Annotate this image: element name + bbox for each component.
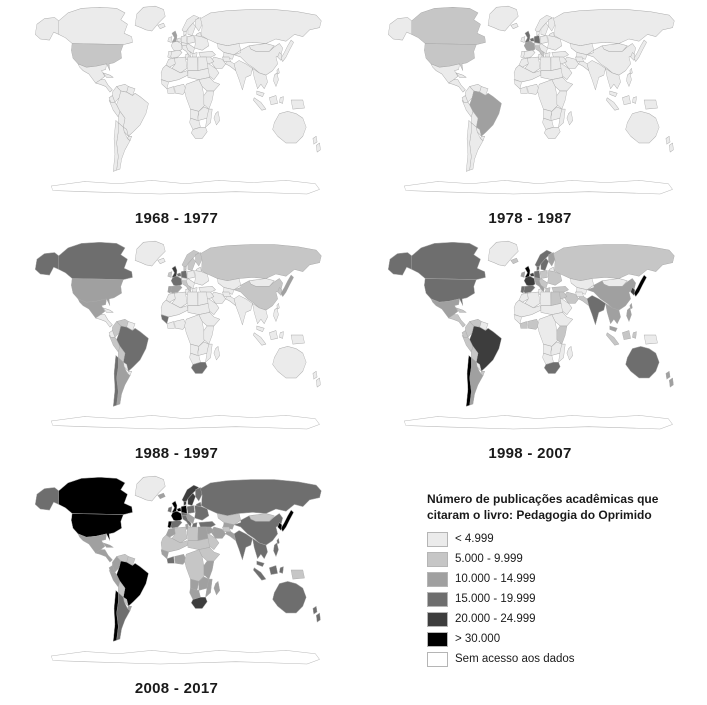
- region-png: [291, 100, 304, 109]
- region-new_zealand: [312, 136, 320, 152]
- map-panel-2008-2017: [0, 470, 353, 705]
- map-panel-1988-1997: [0, 235, 353, 470]
- region-ireland: [521, 272, 525, 278]
- legend-swatch: [427, 552, 448, 567]
- region-russia: [553, 10, 674, 46]
- region-poland: [540, 36, 548, 44]
- region-kazakhstan: [570, 43, 593, 54]
- region-france: [171, 276, 182, 286]
- region-taiwan: [276, 538, 279, 544]
- region-iceland: [511, 23, 519, 29]
- legend-item: [427, 649, 707, 669]
- region-canada: [58, 7, 132, 44]
- region-japan: [281, 40, 294, 61]
- legend-swatch: [427, 652, 448, 667]
- region-new_zealand: [312, 371, 320, 387]
- region-ghana: [520, 321, 528, 328]
- region-philippines: [273, 543, 278, 557]
- region-malaysia: [256, 91, 264, 97]
- region-nigeria: [174, 84, 186, 94]
- region-new_zealand: [666, 136, 674, 152]
- region-australia: [626, 111, 660, 143]
- region-benelux: [177, 38, 181, 41]
- legend-swatch: [427, 612, 448, 627]
- region-central_america: [95, 550, 112, 562]
- legend-item: [427, 529, 707, 549]
- region-kenya_tz: [203, 561, 213, 579]
- region-russia: [553, 245, 674, 281]
- map-panel-1978-1987: [353, 0, 707, 235]
- legend-item: [427, 589, 707, 609]
- region-benelux: [177, 273, 181, 276]
- period-label: 1998 - 2007: [488, 445, 572, 462]
- region-france: [171, 511, 182, 521]
- region-ireland: [167, 272, 171, 278]
- region-antarctica: [404, 180, 672, 194]
- region-malaysia: [610, 326, 618, 332]
- region-france: [524, 276, 535, 286]
- region-taiwan: [630, 303, 633, 309]
- world-map-1978-1987: [379, 5, 681, 203]
- region-kazakhstan: [217, 513, 240, 524]
- legend-item-label: 10.000 - 14.999: [455, 573, 536, 586]
- region-australia: [626, 346, 660, 378]
- region-kazakhstan: [217, 43, 240, 54]
- region-uk: [525, 31, 530, 42]
- region-png: [644, 100, 657, 109]
- legend-item-label: < 4.999: [455, 533, 494, 546]
- region-ghana: [166, 556, 174, 563]
- region-central_america: [449, 80, 466, 92]
- region-australia: [272, 346, 306, 378]
- region-philippines: [626, 73, 631, 87]
- region-libya: [540, 292, 551, 306]
- region-uk: [171, 31, 176, 42]
- region-cuba: [456, 308, 466, 313]
- legend-swatch: [427, 592, 448, 607]
- region-russia: [200, 10, 321, 46]
- region-nigeria: [527, 84, 539, 94]
- world-map-1988-1997: [26, 240, 328, 438]
- region-libya: [187, 527, 198, 541]
- region-madagascar: [567, 346, 573, 360]
- region-ireland: [167, 37, 171, 43]
- region-indonesia: [253, 566, 283, 581]
- region-png: [291, 335, 304, 344]
- map-panel-1968-1977: [0, 0, 353, 235]
- region-philippines: [273, 308, 278, 322]
- world-map-1968-1977: [26, 5, 328, 203]
- region-indonesia: [606, 96, 636, 111]
- region-france: [524, 41, 535, 51]
- region-japan: [281, 275, 294, 296]
- period-label: 1978 - 1987: [488, 210, 572, 227]
- legend-item-label: 20.000 - 24.999: [455, 613, 536, 626]
- region-canada: [58, 242, 132, 279]
- region-libya: [540, 57, 551, 71]
- region-kenya_tz: [203, 326, 213, 344]
- region-ghana: [166, 86, 174, 93]
- legend-swatch: [427, 532, 448, 547]
- region-malaysia: [256, 561, 264, 567]
- region-benelux: [530, 38, 534, 41]
- region-nigeria: [174, 319, 186, 329]
- region-malaysia: [256, 326, 264, 332]
- region-philippines: [626, 308, 631, 322]
- region-cuba: [103, 308, 113, 313]
- region-png: [291, 570, 304, 579]
- region-poland: [187, 36, 195, 44]
- region-madagascar: [213, 581, 219, 595]
- legend-title-line1: Número de publicações acadêmicas que: [427, 492, 659, 506]
- region-antarctica: [51, 415, 319, 429]
- legend-swatch: [427, 572, 448, 587]
- region-iceland: [511, 258, 519, 264]
- region-uk: [171, 266, 176, 277]
- legend-title-line2: citaram o livro: Pedagogia do Oprimido: [427, 507, 652, 522]
- region-new_zealand: [666, 371, 674, 387]
- region-indonesia: [253, 96, 283, 111]
- legend-item-label: 15.000 - 19.999: [455, 593, 536, 606]
- region-madagascar: [213, 346, 219, 360]
- region-japan: [281, 510, 294, 531]
- region-iceland: [157, 493, 165, 499]
- region-kazakhstan: [217, 278, 240, 289]
- region-uk: [171, 501, 176, 512]
- region-taiwan: [276, 68, 279, 74]
- region-libya: [187, 292, 198, 306]
- region-philippines: [273, 73, 278, 87]
- region-alaska: [35, 252, 58, 275]
- region-kazakhstan: [570, 278, 593, 289]
- region-ireland: [167, 507, 171, 513]
- region-australia: [272, 111, 306, 143]
- region-benelux: [530, 273, 534, 276]
- region-madagascar: [567, 111, 573, 125]
- region-japan: [634, 275, 647, 296]
- region-central_america: [95, 315, 112, 327]
- legend: [353, 470, 707, 705]
- region-poland: [540, 271, 548, 279]
- region-alaska: [388, 17, 411, 40]
- region-nigeria: [527, 319, 539, 329]
- region-france: [171, 41, 182, 51]
- period-label: 1968 - 1977: [134, 210, 219, 227]
- region-russia: [200, 245, 321, 281]
- region-taiwan: [276, 303, 279, 309]
- region-indonesia: [253, 331, 283, 346]
- region-central_america: [95, 80, 112, 92]
- world-map-2008-2017: [26, 475, 328, 673]
- legend-item: [427, 609, 707, 629]
- region-new_zealand: [312, 606, 320, 622]
- region-alaska: [388, 252, 411, 275]
- region-japan: [634, 40, 647, 61]
- region-alaska: [35, 487, 58, 510]
- region-kenya_tz: [557, 326, 567, 344]
- region-iceland: [157, 258, 165, 264]
- region-cuba: [456, 73, 466, 78]
- legend-item: [427, 629, 707, 649]
- region-madagascar: [213, 111, 219, 125]
- region-uk: [525, 266, 530, 277]
- legend-item-label: 5.000 - 9.999: [455, 553, 523, 566]
- region-kenya_tz: [203, 91, 213, 109]
- region-cuba: [103, 543, 113, 548]
- region-cuba: [103, 73, 113, 78]
- region-indonesia: [606, 331, 636, 346]
- region-kenya_tz: [557, 91, 567, 109]
- region-canada: [58, 477, 132, 514]
- region-png: [644, 335, 657, 344]
- legend-item-label: Sem acesso aos dados: [455, 653, 575, 666]
- region-poland: [187, 271, 195, 279]
- legend-items: [427, 529, 707, 669]
- region-ghana: [166, 321, 174, 328]
- world-map-1998-2007: [379, 240, 681, 438]
- region-ghana: [520, 86, 528, 93]
- region-poland: [187, 506, 195, 514]
- region-antarctica: [404, 415, 672, 429]
- region-antarctica: [51, 650, 319, 664]
- region-russia: [200, 480, 321, 516]
- legend-item: [427, 569, 707, 589]
- period-label: 2008 - 2017: [134, 680, 219, 697]
- region-benelux: [177, 508, 181, 511]
- region-antarctica: [51, 180, 319, 194]
- region-iceland: [157, 23, 165, 29]
- region-malaysia: [610, 91, 618, 97]
- period-label: 1988 - 1997: [134, 445, 219, 462]
- legend-swatch: [427, 632, 448, 647]
- region-libya: [187, 57, 198, 71]
- region-alaska: [35, 17, 58, 40]
- map-panel-1998-2007: [353, 235, 707, 470]
- region-taiwan: [630, 68, 633, 74]
- legend-item-label: > 30.000: [455, 633, 501, 646]
- legend-item: [427, 549, 707, 569]
- region-canada: [412, 242, 486, 279]
- region-nigeria: [174, 554, 186, 564]
- region-central_america: [449, 315, 466, 327]
- region-ireland: [521, 37, 525, 43]
- region-australia: [272, 581, 306, 613]
- region-canada: [412, 7, 486, 44]
